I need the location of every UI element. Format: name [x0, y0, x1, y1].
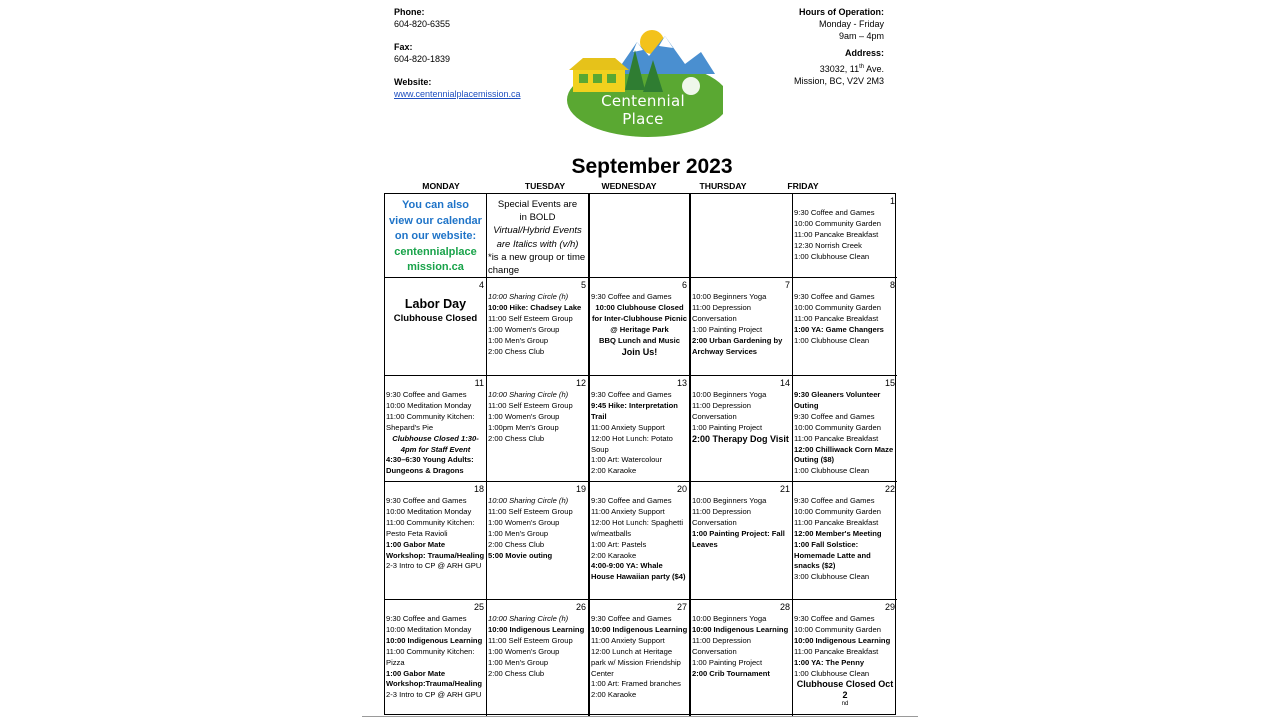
- event-item: 11:00 Self Esteem Group: [488, 313, 573, 323]
- event-item: 1:00 Fall Solstice: Homemade Latte and snacks ($2): [794, 539, 871, 571]
- day-cell-19: [487, 482, 589, 600]
- event-item: 11:00 Depression Conversation: [692, 506, 751, 527]
- weekday-tuesday: TUESDAY: [524, 181, 566, 191]
- event-item: 2:00 Chess Club: [488, 433, 545, 443]
- event-list: [692, 496, 791, 551]
- holiday-title: Labor Day: [404, 297, 467, 311]
- event-item: 1:00 Painting Project: [692, 324, 763, 334]
- day-number: 8: [889, 280, 895, 290]
- event-item: 9:30 Coffee and Games: [794, 614, 875, 623]
- event-item: 1:00 Clubhouse Clean: [794, 466, 870, 476]
- day-number: 27: [676, 602, 687, 612]
- day-number: 5: [580, 280, 586, 290]
- event-list: [488, 614, 587, 679]
- event-item: 3:00 Clubhouse Clean: [794, 572, 870, 582]
- event-item: 9:30 Coffee and Games: [386, 614, 467, 623]
- day-cell-1: [793, 194, 897, 278]
- day-number: 4: [478, 280, 484, 290]
- event-item: 2:00 Karaoke: [591, 466, 637, 476]
- event-item: 2-3 Intro to CP @ ARH GPU: [386, 561, 482, 571]
- day-cell-11: [385, 376, 487, 482]
- phone-label: Phone:: [394, 7, 425, 17]
- event-item: 9:30 Coffee and Games: [794, 411, 875, 421]
- day-number: 29: [884, 602, 895, 612]
- event-item: 10:00 Sharing Circle (h): [488, 292, 569, 301]
- event-item: 2:00 Chess Club: [488, 346, 545, 356]
- event-item: 10:00 Meditation Monday: [386, 400, 472, 410]
- day-cell-7: [691, 278, 793, 376]
- event-item: 11:00 Self Esteem Group: [488, 400, 573, 410]
- event-item: 1:00 Gabor Mate Workshop: Trauma/Healing: [386, 539, 485, 560]
- hours-label: Hours of Operation:: [799, 7, 884, 17]
- event-item: 11:00 Pancake Breakfast: [794, 433, 879, 443]
- day-number: 11: [474, 378, 484, 388]
- event-item: 10:00 Sharing Circle (h): [488, 390, 569, 399]
- page-edge: [362, 716, 918, 717]
- legend-text: Special Events are in BOLD Virtual/Hybrid Events are Italics with (v/h) *is a new group or time change: [488, 199, 586, 277]
- event-item: 9:30 Coffee and Games: [386, 390, 467, 399]
- event-list: [591, 614, 688, 701]
- event-item: 10:00 Indigenous Learning: [794, 635, 891, 645]
- website-promo: You can also view our calendar on our website: centennialplace mission.ca: [389, 199, 482, 273]
- fax-label: Fax:: [394, 42, 413, 52]
- event-item: 10:00 Beginners Yoga: [692, 614, 767, 623]
- day-cell-6: [589, 278, 691, 376]
- centennial-place-logo: [563, 28, 723, 140]
- address-label: Address:: [844, 48, 884, 58]
- event-item: 10:00 Sharing Circle (h): [488, 614, 569, 623]
- event-item: 1:00 Women's Group: [488, 517, 560, 527]
- event-item: 12:00 Hot Lunch: Potato Soup: [591, 433, 673, 454]
- event-item: 10:00 Indigenous Learning: [488, 624, 585, 634]
- event-item: 2-3 Intro to CP @ ARH GPU: [386, 690, 482, 700]
- event-item: 11:00 Depression Conversation: [692, 302, 751, 323]
- website-label: Website:: [394, 77, 432, 87]
- day-cell-21: [691, 482, 793, 600]
- event-item: 12:30 Norrish Creek: [794, 240, 862, 250]
- day-number: 28: [779, 602, 790, 612]
- weekday-friday: FRIDAY: [787, 181, 819, 191]
- event-item: 1:00 Painting Project: Fall Leaves: [692, 528, 785, 549]
- day-number: 19: [575, 484, 586, 494]
- day-cell-5: [487, 278, 589, 376]
- day-number: 26: [575, 602, 586, 612]
- day-number: 1: [889, 196, 895, 206]
- event-item: 11:00 Pancake Breakfast: [794, 229, 879, 239]
- event-list: [488, 390, 587, 445]
- event-item: 1:00 Clubhouse Clean: [794, 668, 870, 678]
- day-cell-8: [793, 278, 897, 376]
- event-item: 11:00 Anxiety Support: [591, 422, 665, 432]
- event-item: 1:00 Painting Project: [692, 422, 763, 432]
- event-item: 1:00 Men's Group: [488, 335, 549, 345]
- event-item: 10:00 Clubhouse Closed for Inter-Clubhouse Picnic @ Heritage Park: [592, 302, 687, 334]
- event-item: 10:00 Community Garden: [794, 624, 881, 634]
- day-cell-13: [589, 376, 691, 482]
- event-item: 1:00 Clubhouse Clean: [794, 335, 870, 345]
- empty-cell: [589, 194, 691, 278]
- event-item: 9:30 Coffee and Games: [591, 292, 672, 301]
- event-item: 11:00 Pancake Breakfast: [794, 313, 879, 323]
- day-number: 18: [473, 484, 484, 494]
- event-item: 10:00 Hike: Chadsey Lake: [488, 302, 582, 312]
- event-item: 11:00 Depression Conversation: [692, 635, 751, 656]
- event-item: 1:00 Women's Group: [488, 324, 560, 334]
- event-item: 9:30 Coffee and Games: [591, 614, 672, 623]
- website-link[interactable]: www.centennialplacemission.ca: [394, 89, 521, 99]
- event-item: 4:30–6:30 Young Adults: Dungeons & Dragons: [386, 455, 474, 476]
- event-item: 11:00 Community Kitchen: Pizza: [386, 646, 475, 667]
- day-number: 15: [884, 378, 895, 388]
- day-number: 6: [681, 280, 687, 290]
- event-item: 11:00 Depression Conversation: [692, 400, 751, 421]
- event-item: 1:00 Art: Framed branches: [591, 679, 681, 689]
- event-item: 10:00 Community Garden: [794, 422, 881, 432]
- day-cell-18: [385, 482, 487, 600]
- weekday-thursday: THURSDAY: [699, 181, 747, 191]
- ordinal-suffix: nd: [841, 701, 849, 708]
- event-item: 2:00 Chess Club: [488, 539, 545, 549]
- logo-text-line1: Centennial: [601, 92, 685, 110]
- event-item: 2:00 Karaoke: [591, 690, 637, 700]
- day-number: 13: [676, 378, 687, 388]
- event-item: 2:00 Urban Gardening by Archway Services: [692, 335, 783, 356]
- event-list: [386, 390, 485, 477]
- day-number: 14: [779, 378, 790, 388]
- event-item: 11:00 Anxiety Support: [591, 635, 665, 645]
- event-item: 10:00 Meditation Monday: [386, 624, 472, 634]
- event-item: 9:30 Gleaners Volunteer Outing: [794, 390, 881, 410]
- holiday-subtitle: Clubhouse Closed: [393, 313, 478, 324]
- event-list: [794, 292, 896, 347]
- event-list: [386, 614, 485, 701]
- event-item: 11:00 Community Kitchen: Pesto Feta Ravioli: [386, 517, 475, 538]
- hours-time: 9am – 4pm: [838, 31, 884, 41]
- event-list: [794, 208, 896, 263]
- logo-text-line2: Place: [622, 110, 664, 128]
- event-item: 12:00 Lunch at Heritage park w/ Mission Friendship Center: [591, 646, 681, 678]
- day-cell-20: [589, 482, 691, 600]
- month-title: September 2023: [571, 155, 733, 178]
- event-item: 2:00 Therapy Dog Visit: [692, 433, 789, 444]
- event-item: 11:00 Self Esteem Group: [488, 506, 573, 516]
- event-item: 1:00 Men's Group: [488, 528, 549, 538]
- calendar-grid: [384, 193, 896, 715]
- day-cell-14: [691, 376, 793, 482]
- event-item: 11:00 Pancake Breakfast: [794, 646, 879, 656]
- event-item: BBQ Lunch and Music: [598, 335, 680, 345]
- event-item: 9:30 Coffee and Games: [794, 208, 875, 217]
- contact-info: [394, 6, 521, 100]
- fax-number: 604-820-1839: [394, 54, 451, 64]
- event-list: [794, 390, 896, 477]
- day-cell-27: [589, 600, 691, 716]
- event-item: 1:00 Women's Group: [488, 411, 560, 421]
- event-item: 10:00 Beginners Yoga: [692, 390, 767, 399]
- event-item: Join Us!: [621, 346, 658, 357]
- event-item: 2:00 Karaoke: [591, 550, 637, 560]
- event-item: 11:00 Self Esteem Group: [488, 635, 573, 645]
- event-list: [591, 390, 688, 477]
- day-cell-26: [487, 600, 589, 716]
- day-cell-12: [487, 376, 589, 482]
- legend-cell: [487, 194, 589, 278]
- day-cell-25: [385, 600, 487, 716]
- event-item: 10:00 Beginners Yoga: [692, 292, 767, 301]
- day-number: 12: [575, 378, 586, 388]
- event-item: 1:00 Art: Pastels: [591, 539, 647, 549]
- event-item: 12:00 Chilliwack Corn Maze Outing ($8): [794, 444, 894, 465]
- event-list: [488, 496, 587, 561]
- event-item: 1:00 YA: The Penny: [794, 657, 865, 667]
- event-item: 10:00 Community Garden: [794, 218, 881, 228]
- event-item: 10:00 Community Garden: [794, 302, 881, 312]
- event-item: 10:00 Sharing Circle (h): [488, 496, 569, 505]
- event-item: Clubhouse Closed Oct 2: [796, 679, 894, 701]
- event-item: 11:00 Pancake Breakfast: [794, 517, 879, 527]
- day-cell-29: [793, 600, 897, 716]
- event-item: 11:00 Community Kitchen: Shepard's Pie: [386, 411, 475, 432]
- day-cell-22: [793, 482, 897, 600]
- event-list: [794, 496, 896, 583]
- event-item: 10:00 Indigenous Learning: [386, 635, 483, 645]
- event-item: 9:30 Coffee and Games: [386, 496, 467, 505]
- weekday-monday: MONDAY: [422, 181, 460, 191]
- phone-number: 604-820-6355: [394, 19, 451, 29]
- weekday-header-row: [384, 181, 896, 193]
- day-cell-28: [691, 600, 793, 716]
- event-item: 5:00 Movie outing: [488, 550, 553, 560]
- event-item: 10:00 Beginners Yoga: [692, 496, 767, 505]
- event-item: 10:00 Meditation Monday: [386, 506, 472, 516]
- weekday-wednesday: WEDNESDAY: [601, 181, 657, 191]
- event-item: 11:00 Anxiety Support: [591, 506, 665, 516]
- event-item: 1:00 Gabor Mate Workshop:Trauma/Healing: [386, 668, 483, 689]
- event-item: 1:00 YA: Game Changers: [794, 324, 884, 334]
- day-number: 21: [779, 484, 790, 494]
- day-number: 25: [473, 602, 484, 612]
- event-item: Clubhouse Closed 1:30-4pm for Staff Event: [392, 433, 479, 454]
- event-item: 9:30 Coffee and Games: [591, 496, 672, 505]
- address-line1: 33032, 11th Ave.: [819, 64, 884, 74]
- event-item: 12:00 Hot Lunch: Spaghetti w/meatballs: [591, 517, 684, 538]
- day-number: 20: [676, 484, 687, 494]
- event-list: [692, 292, 791, 357]
- event-item: 2:00 Crib Tournament: [692, 668, 770, 678]
- event-item: 12:00 Member's Meeting: [794, 528, 882, 538]
- address-line2: Mission, BC, V2V 2M3: [793, 76, 884, 86]
- event-item: 1:00pm Men's Group: [488, 422, 559, 432]
- event-item: 2:00 Chess Club: [488, 668, 545, 678]
- event-item: 10:00 Indigenous Learning: [692, 624, 789, 634]
- event-list: [591, 496, 688, 583]
- event-item: 9:45 Hike: Interpretation Trail: [591, 400, 678, 421]
- event-item: 1:00 Painting Project: [692, 657, 763, 667]
- event-item: 1:00 Art: Watercolour: [591, 455, 663, 465]
- day-number: 22: [884, 484, 895, 494]
- day-number: 7: [784, 280, 790, 290]
- day-cell-15: [793, 376, 897, 482]
- event-item: 1:00 Clubhouse Clean: [794, 251, 870, 261]
- event-item: 9:30 Coffee and Games: [794, 292, 875, 301]
- day-cell-4: [385, 278, 487, 376]
- holiday-notice: [386, 296, 485, 326]
- event-item: 1:00 Men's Group: [488, 657, 549, 667]
- event-list: [794, 614, 896, 707]
- event-item: 4:00-9:00 YA: Whale House Hawaiian party ($4): [591, 561, 686, 582]
- event-list: [386, 496, 485, 572]
- event-item: 1:00 Women's Group: [488, 646, 560, 656]
- event-list: [488, 292, 587, 357]
- event-list: [692, 390, 791, 445]
- event-list: [692, 614, 791, 679]
- event-item: 10:00 Indigenous Learning: [591, 624, 688, 634]
- event-list: [591, 292, 688, 357]
- hours-days: Monday - Friday: [818, 19, 884, 29]
- hours-info: [744, 6, 884, 87]
- event-item: 10:00 Community Garden: [794, 506, 881, 516]
- promo-cell: [385, 194, 487, 278]
- empty-cell: [691, 194, 793, 278]
- event-item: 9:30 Coffee and Games: [591, 390, 672, 399]
- event-item: 9:30 Coffee and Games: [794, 496, 875, 505]
